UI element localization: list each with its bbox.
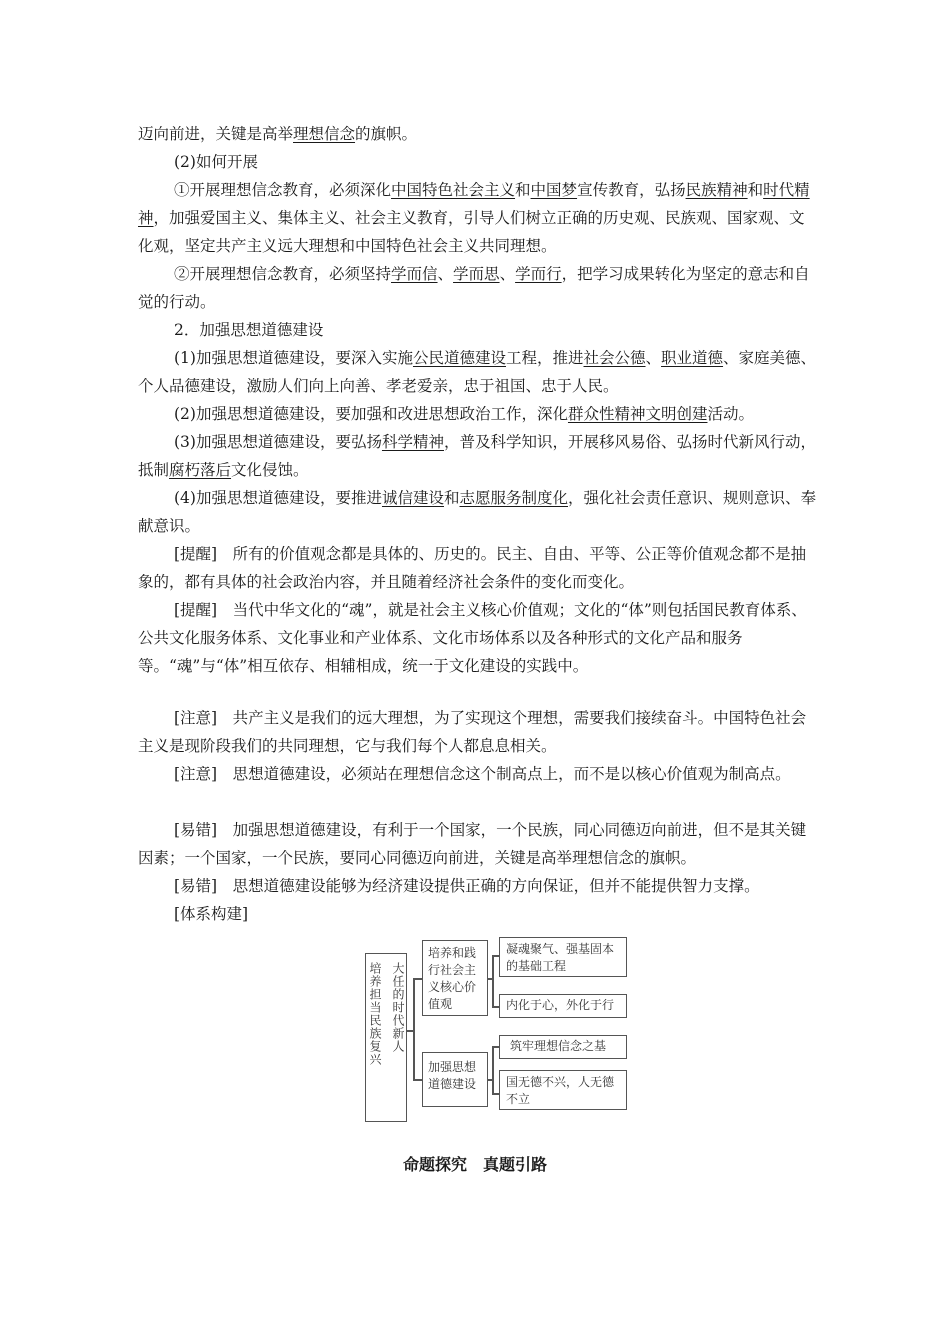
diagram-leaf-virtue: 国无德不兴，人无德不立 — [499, 1070, 627, 1110]
diagram-root-text-right: 大任的时代新人 — [391, 962, 405, 1053]
reminder-note-2: [提醒] 当代中华文化的“魂”，就是社会主义核心价值观；文化的“体”则包括国民教育体系、公共文化服务体系、文化事业和产业体系、文化市场体系以及各种形式的文化产品和服务等。“魂”与“体”相互依存、相辅相成，统一于文化建设的实践中。 — [138, 601, 807, 675]
error-note-1: [易错] 加强思想道德建设，有利于一个国家，一个民族，同心同德迈向前进，但不是其关键因素；一个国家，一个民族，要同心同德迈向前进，关键是高举理想信念的旗帜。 — [138, 821, 807, 867]
paragraph-continuation: 迈向前进，关键是高举理想信念的旗帜。 — [138, 125, 418, 143]
section-heading: 2．加强思想道德建设 — [174, 321, 324, 339]
connector-root-vertical — [413, 978, 415, 1080]
system-construction-label: [体系构建] — [174, 905, 249, 923]
diagram-branch2-box: 加强思想道德建设 — [422, 1052, 488, 1107]
connector-branch2-vertical — [492, 1046, 494, 1094]
diagram-branch1-box: 培养和践行社会主义核心价值观 — [422, 940, 488, 1016]
paragraph-5: (3)加强思想道德建设，要弘扬科学精神，普及科学知识，开展移风易俗、弘扬时代新风行动，抵制腐朽落后文化侵蚀。 — [138, 433, 816, 479]
diagram-leaf-internalize: 内化于心，外化于行 — [499, 994, 627, 1018]
attention-note-2: [注意] 思想道德建设，必须站在理想信念这个制高点上，而不是以核心价值观为制高点。 — [174, 765, 791, 783]
subheading-how: (2)如何开展 — [174, 153, 258, 171]
diagram-root-box — [365, 953, 407, 1122]
reminder-note-1: [提醒] 所有的价值观念都是具体的、历史的。民主、自由、平等、公正等价值观念都不是抽象的，都有具体的社会政治内容，并且随着经济社会条件的变化而变化。 — [138, 545, 807, 591]
attention-note-1: [注意] 共产主义是我们的远大理想，为了实现这个理想，需要我们接续奋斗。中国特色社会主义是现阶段我们的共同理想，它与我们每个人都息息相关。 — [138, 709, 807, 755]
connector-branch1-vertical — [492, 955, 494, 1007]
paragraph-6: (4)加强思想道德建设，要推进诚信建设和志愿服务制度化，强化社会责任意识、规则意识、奉献意识。 — [138, 489, 817, 535]
paragraph-2: ②开展理想信念教育，必须坚持学而信、学而思、学而行，把学习成果转化为坚定的意志和自觉的行动。 — [138, 265, 810, 311]
section-title: 命题探究 真题引路 — [402, 1155, 547, 1174]
paragraph-1: ①开展理想信念教育，必须深化中国特色社会主义和中国梦宣传教育，弘扬民族精神和时代精神，加强爱国主义、集体主义、社会主义教育，引导人们树立正确的历史观、民族观、国家观、文化观，坚定共产主义远大理想和中国特色社会主义共同理想。 — [138, 181, 810, 255]
diagram-root-text-left: 培养担当民族复兴 — [368, 962, 382, 1066]
diagram-leaf-foundation: 凝魂聚气、强基固本的基础工程 — [499, 937, 627, 977]
diagram-leaf-ideals: 筑牢理想信念之基 — [499, 1035, 627, 1059]
paragraph-4: (2)加强思想道德建设，要加强和改进思想政治工作，深化群众性精神文明创建活动。 — [174, 405, 754, 423]
error-note-2: [易错] 思想道德建设能够为经济建设提供正确的方向保证，但并不能提供智力支撑。 — [174, 877, 760, 895]
paragraph-3: (1)加强思想道德建设，要深入实施公民道德建设工程，推进社会公德、职业道德、家庭美德、个人品德建设，激励人们向上向善、孝老爱亲，忠于祖国、忠于人民。 — [138, 349, 817, 395]
